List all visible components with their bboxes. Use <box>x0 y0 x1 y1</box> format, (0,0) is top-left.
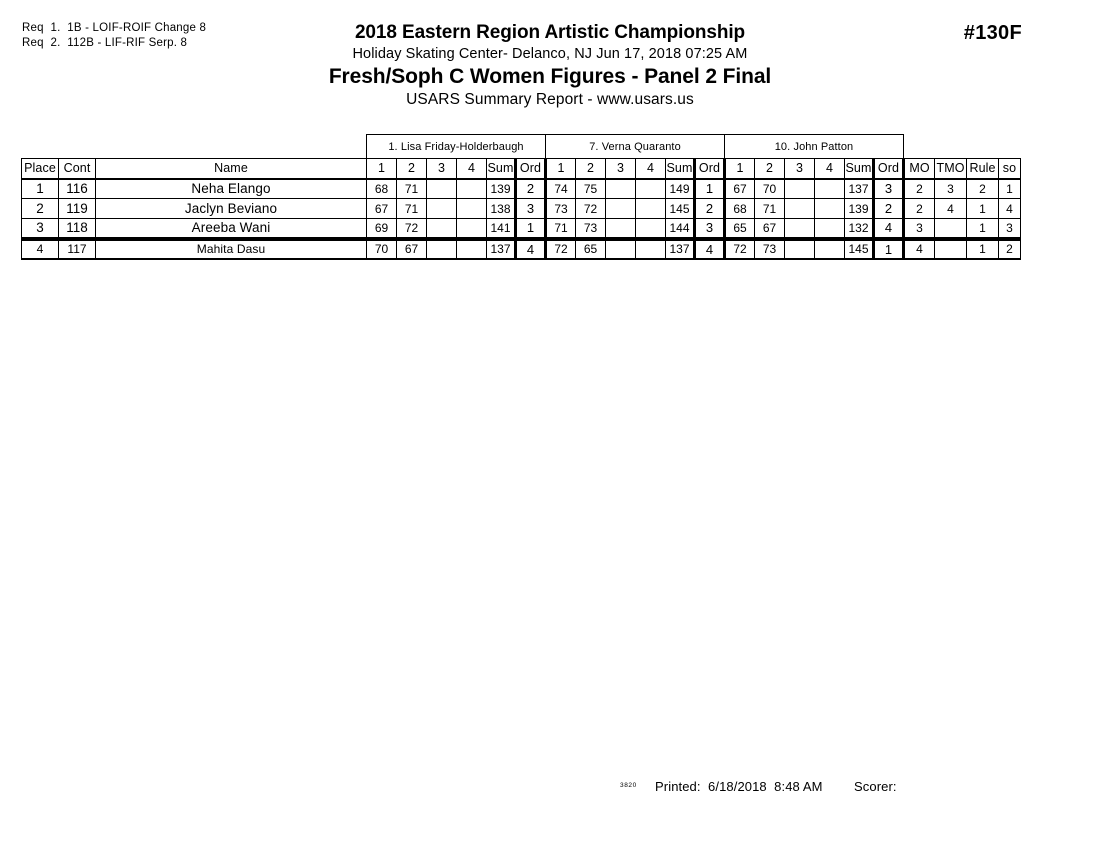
cell-so: 4 <box>999 199 1021 219</box>
scorer-label: Scorer: <box>854 779 897 794</box>
judge-band-spacer-place <box>22 135 59 159</box>
header-rule: Rule <box>967 159 999 179</box>
header-j1-sum: Sum <box>487 159 516 179</box>
cell-name: Mahita Dasu <box>96 239 367 259</box>
cell-j1-sum: 138 <box>487 199 516 219</box>
requirement-line-2: Req 2. 112B - LIF-RIF Serp. 8 <box>22 37 188 49</box>
cell-cont: 116 <box>59 179 96 199</box>
cell-j2-fig1: 72 <box>546 239 576 259</box>
cell-j1-sum: 139 <box>487 179 516 199</box>
header-j1-fig1: 1 <box>367 159 397 179</box>
cell-j2-fig3 <box>606 199 636 219</box>
cell-j1-sum: 141 <box>487 219 516 239</box>
report-subtitle: USARS Summary Report - www.usars.us <box>406 91 694 108</box>
cell-j2-ord: 1 <box>695 179 725 199</box>
header-j2-sum: Sum <box>666 159 695 179</box>
cell-j2-fig1: 73 <box>546 199 576 219</box>
cell-j3-fig4 <box>815 199 845 219</box>
header-j1-fig4: 4 <box>457 159 487 179</box>
header-j3-fig2: 2 <box>755 159 785 179</box>
header-j2-fig2: 2 <box>576 159 606 179</box>
cell-j1-fig4 <box>457 179 487 199</box>
cell-cont: 119 <box>59 199 96 219</box>
cell-rule: 1 <box>967 239 999 259</box>
judge-band-spacer-name <box>96 135 367 159</box>
cell-j2-fig2: 73 <box>576 219 606 239</box>
cell-j1-fig3 <box>427 239 457 259</box>
header-j2-fig3: 3 <box>606 159 636 179</box>
cell-j1-fig4 <box>457 199 487 219</box>
cell-j3-fig4 <box>815 239 845 259</box>
cell-j1-fig3 <box>427 199 457 219</box>
header-j3-fig1: 1 <box>725 159 755 179</box>
cell-j3-ord: 2 <box>874 199 904 219</box>
cell-tmo <box>935 239 967 259</box>
judge-1-name: 1. Lisa Friday-Holderbaugh <box>367 135 546 159</box>
cell-mo: 4 <box>904 239 935 259</box>
cell-j1-fig4 <box>457 239 487 259</box>
cell-so: 1 <box>999 179 1021 199</box>
header-j1-fig3: 3 <box>427 159 457 179</box>
cell-so: 2 <box>999 239 1021 259</box>
cell-j1-ord: 1 <box>516 219 546 239</box>
cell-j3-ord: 4 <box>874 219 904 239</box>
cell-j3-sum: 132 <box>845 219 874 239</box>
page-footer <box>0 779 1100 799</box>
cell-j2-sum: 149 <box>666 179 695 199</box>
print-sequence-number: 3820 <box>620 782 637 789</box>
cell-j1-fig2: 71 <box>397 179 427 199</box>
cell-j1-fig2: 72 <box>397 219 427 239</box>
cell-j2-sum: 145 <box>666 199 695 219</box>
cell-j3-fig3 <box>785 219 815 239</box>
header-j1-ord: Ord <box>516 159 546 179</box>
cell-j3-fig3 <box>785 179 815 199</box>
cell-j3-fig4 <box>815 219 845 239</box>
cell-cont: 118 <box>59 219 96 239</box>
cell-j2-fig2: 65 <box>576 239 606 259</box>
cell-j3-fig2: 71 <box>755 199 785 219</box>
cell-j1-fig1: 69 <box>367 219 397 239</box>
judge-band-row <box>22 135 1021 159</box>
cell-j2-fig4 <box>636 179 666 199</box>
header-j1-fig2: 2 <box>397 159 427 179</box>
header-j3-sum: Sum <box>845 159 874 179</box>
cell-so: 3 <box>999 219 1021 239</box>
table-row <box>22 219 1021 239</box>
cell-rule: 1 <box>967 199 999 219</box>
cell-cont: 117 <box>59 239 96 259</box>
header-j3-fig4: 4 <box>815 159 845 179</box>
cell-j3-fig1: 65 <box>725 219 755 239</box>
judge-band-spacer-rule <box>967 135 999 159</box>
cell-place: 3 <box>22 219 59 239</box>
cell-j2-fig3 <box>606 179 636 199</box>
event-title: Fresh/Soph C Women Figures - Panel 2 Final <box>328 65 772 88</box>
cell-j2-sum: 144 <box>666 219 695 239</box>
cell-j3-fig3 <box>785 239 815 259</box>
cell-j3-fig4 <box>815 179 845 199</box>
cell-j2-fig3 <box>606 239 636 259</box>
header-j3-ord: Ord <box>874 159 904 179</box>
meet-title: 2018 Eastern Region Artistic Championship <box>354 22 746 43</box>
cell-place: 1 <box>22 179 59 199</box>
cell-j1-fig4 <box>457 219 487 239</box>
cell-place: 4 <box>22 239 59 259</box>
cell-place: 2 <box>22 199 59 219</box>
cell-j1-fig1: 67 <box>367 199 397 219</box>
cell-j2-ord: 4 <box>695 239 725 259</box>
results-table <box>21 134 1021 260</box>
cell-j3-fig2: 67 <box>755 219 785 239</box>
cell-j3-ord: 3 <box>874 179 904 199</box>
cell-j1-fig1: 68 <box>367 179 397 199</box>
cell-name: Areeba Wani <box>96 219 367 239</box>
cell-tmo: 3 <box>935 179 967 199</box>
cell-mo: 3 <box>904 219 935 239</box>
cell-j1-fig3 <box>427 179 457 199</box>
cell-rule: 2 <box>967 179 999 199</box>
cell-j3-fig1: 68 <box>725 199 755 219</box>
cell-j3-fig1: 67 <box>725 179 755 199</box>
cell-j1-ord: 3 <box>516 199 546 219</box>
table-row <box>22 179 1021 199</box>
event-number: #130F <box>963 22 1022 44</box>
cell-j2-fig3 <box>606 219 636 239</box>
judge-band-spacer-so <box>999 135 1021 159</box>
cell-j2-sum: 137 <box>666 239 695 259</box>
header-j2-fig4: 4 <box>636 159 666 179</box>
judge-band-spacer-mo <box>904 135 935 159</box>
cell-j3-fig2: 70 <box>755 179 785 199</box>
cell-j2-fig1: 71 <box>546 219 576 239</box>
cell-j2-fig4 <box>636 219 666 239</box>
header-so: so <box>999 159 1021 179</box>
venue-datetime-line: Holiday Skating Center- Delanco, NJ Jun 17, 2018 07:25 AM <box>352 46 748 62</box>
cell-j3-fig3 <box>785 199 815 219</box>
cell-j2-fig4 <box>636 199 666 219</box>
judge-3-name: 10. John Patton <box>725 135 904 159</box>
cell-j1-fig3 <box>427 219 457 239</box>
judge-band-spacer-cont <box>59 135 96 159</box>
cell-name: Neha Elango <box>96 179 367 199</box>
cell-tmo: 4 <box>935 199 967 219</box>
cell-j1-fig2: 71 <box>397 199 427 219</box>
printed-timestamp: Printed: 6/18/2018 8:48 AM <box>655 779 823 794</box>
cell-j1-fig1: 70 <box>367 239 397 259</box>
cell-j2-fig2: 75 <box>576 179 606 199</box>
cell-j3-fig1: 72 <box>725 239 755 259</box>
judge-2-name: 7. Verna Quaranto <box>546 135 725 159</box>
cell-j1-sum: 137 <box>487 239 516 259</box>
judge-band-spacer-tmo <box>935 135 967 159</box>
requirement-line-1: Req 1. 1B - LOIF-ROIF Change 8 <box>22 22 207 34</box>
header-place: Place <box>22 159 59 179</box>
cell-j2-fig4 <box>636 239 666 259</box>
column-header-row <box>22 159 1021 179</box>
cell-j3-sum: 139 <box>845 199 874 219</box>
cell-j2-ord: 2 <box>695 199 725 219</box>
report-title-block <box>0 22 1100 111</box>
header-name: Name <box>96 159 367 179</box>
cell-mo: 2 <box>904 199 935 219</box>
header-cont: Cont <box>59 159 96 179</box>
header-j2-ord: Ord <box>695 159 725 179</box>
cell-j2-ord: 3 <box>695 219 725 239</box>
cell-j1-ord: 4 <box>516 239 546 259</box>
cell-rule: 1 <box>967 219 999 239</box>
cell-j3-fig2: 73 <box>755 239 785 259</box>
cell-j2-fig2: 72 <box>576 199 606 219</box>
header-tmo: TMO <box>935 159 967 179</box>
table-row <box>22 199 1021 219</box>
cell-j3-ord: 1 <box>874 239 904 259</box>
cell-name: Jaclyn Beviano <box>96 199 367 219</box>
cell-j1-fig2: 67 <box>397 239 427 259</box>
table-row <box>22 239 1021 259</box>
cell-j3-sum: 137 <box>845 179 874 199</box>
cell-j1-ord: 2 <box>516 179 546 199</box>
cell-j3-sum: 145 <box>845 239 874 259</box>
header-mo: MO <box>904 159 935 179</box>
header-j3-fig3: 3 <box>785 159 815 179</box>
header-j2-fig1: 1 <box>546 159 576 179</box>
cell-tmo <box>935 219 967 239</box>
cell-j2-fig1: 74 <box>546 179 576 199</box>
cell-mo: 2 <box>904 179 935 199</box>
